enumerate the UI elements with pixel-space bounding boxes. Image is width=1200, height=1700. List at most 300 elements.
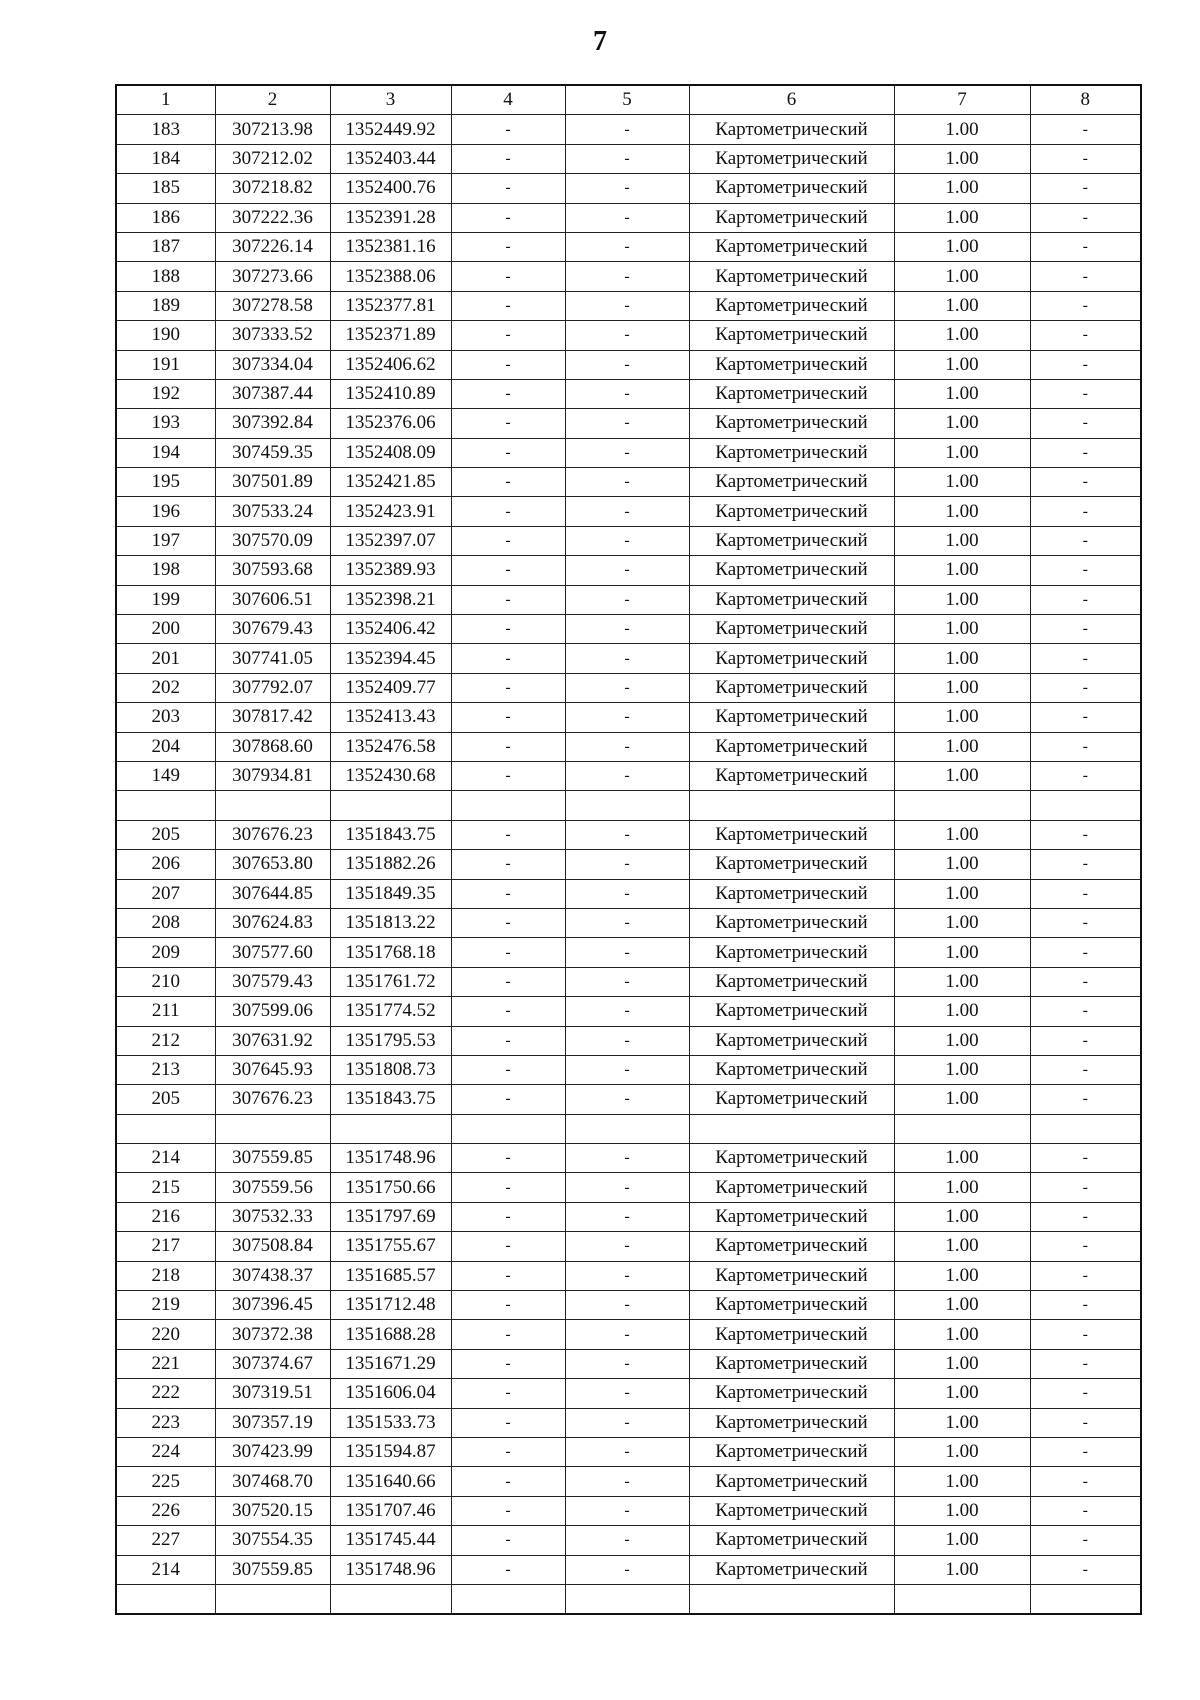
- accuracy-cell: 1.00: [894, 526, 1030, 555]
- column-8-cell: -: [1030, 497, 1141, 526]
- y-coordinate-cell: 1352449.92: [330, 115, 451, 144]
- point-number-cell: 227: [116, 1526, 215, 1555]
- method-cell: Картометрический: [689, 1173, 894, 1202]
- y-coordinate-cell: 1351685.57: [330, 1261, 451, 1290]
- accuracy-cell: 1.00: [894, 203, 1030, 232]
- column-5-cell: -: [565, 262, 689, 291]
- method-cell: Картометрический: [689, 174, 894, 203]
- x-coordinate-cell: 307679.43: [215, 615, 330, 644]
- point-number-cell: 200: [116, 615, 215, 644]
- x-coordinate-cell: 307278.58: [215, 291, 330, 320]
- column-5-cell: -: [565, 438, 689, 467]
- x-coordinate-cell: 307599.06: [215, 997, 330, 1026]
- column-4-cell: -: [451, 1055, 565, 1084]
- method-cell: Картометрический: [689, 644, 894, 673]
- point-number-cell: 216: [116, 1202, 215, 1231]
- table-row: [116, 1437, 1141, 1466]
- method-cell: Картометрический: [689, 1320, 894, 1349]
- method-cell: Картометрический: [689, 232, 894, 261]
- method-cell: Картометрический: [689, 1144, 894, 1173]
- method-cell: Картометрический: [689, 1232, 894, 1261]
- point-number-cell: [116, 1114, 215, 1143]
- column-8-cell: -: [1030, 321, 1141, 350]
- x-coordinate-cell: 307218.82: [215, 174, 330, 203]
- column-5-cell: -: [565, 497, 689, 526]
- y-coordinate-cell: 1351761.72: [330, 967, 451, 996]
- x-coordinate-cell: 307577.60: [215, 938, 330, 967]
- table-row: [116, 1173, 1141, 1202]
- accuracy-cell: 1.00: [894, 820, 1030, 849]
- table-header-row: [116, 85, 1141, 115]
- column-5-cell: -: [565, 526, 689, 555]
- accuracy-cell: 1.00: [894, 1055, 1030, 1084]
- x-coordinate-cell: 307676.23: [215, 820, 330, 849]
- x-coordinate-cell: [215, 791, 330, 820]
- x-coordinate-cell: 307593.68: [215, 556, 330, 585]
- y-coordinate-cell: 1351768.18: [330, 938, 451, 967]
- accuracy-cell: [894, 1584, 1030, 1614]
- method-cell: Картометрический: [689, 1467, 894, 1496]
- column-8-cell: -: [1030, 879, 1141, 908]
- accuracy-cell: 1.00: [894, 585, 1030, 614]
- column-8-cell: -: [1030, 997, 1141, 1026]
- column-4-cell: -: [451, 1320, 565, 1349]
- accuracy-cell: 1.00: [894, 1408, 1030, 1437]
- y-coordinate-cell: 1352381.16: [330, 232, 451, 261]
- point-number-cell: [116, 791, 215, 820]
- column-8-cell: -: [1030, 174, 1141, 203]
- point-number-cell: [116, 1584, 215, 1614]
- column-8-cell: -: [1030, 1202, 1141, 1231]
- y-coordinate-cell: 1352377.81: [330, 291, 451, 320]
- y-coordinate-cell: [330, 791, 451, 820]
- y-coordinate-cell: 1352391.28: [330, 203, 451, 232]
- column-4-cell: -: [451, 1026, 565, 1055]
- column-8-cell: [1030, 1114, 1141, 1143]
- column-4-cell: -: [451, 967, 565, 996]
- column-8-cell: -: [1030, 1144, 1141, 1173]
- method-cell: Картометрический: [689, 262, 894, 291]
- column-4-cell: -: [451, 644, 565, 673]
- point-number-cell: 194: [116, 438, 215, 467]
- point-number-cell: 197: [116, 526, 215, 555]
- column-5-cell: -: [565, 673, 689, 702]
- x-coordinate-cell: 307533.24: [215, 497, 330, 526]
- y-coordinate-cell: 1351808.73: [330, 1055, 451, 1084]
- column-5-cell: -: [565, 997, 689, 1026]
- column-5-cell: -: [565, 1261, 689, 1290]
- column-8-cell: -: [1030, 262, 1141, 291]
- x-coordinate-cell: 307653.80: [215, 850, 330, 879]
- x-coordinate-cell: 307372.38: [215, 1320, 330, 1349]
- column-4-cell: -: [451, 703, 565, 732]
- column-8-cell: -: [1030, 644, 1141, 673]
- point-number-cell: 209: [116, 938, 215, 967]
- table-row: [116, 468, 1141, 497]
- y-coordinate-cell: 1351671.29: [330, 1349, 451, 1378]
- y-coordinate-cell: 1351750.66: [330, 1173, 451, 1202]
- accuracy-cell: 1.00: [894, 938, 1030, 967]
- column-5-cell: -: [565, 908, 689, 937]
- column-header: 6: [689, 85, 894, 115]
- point-number-cell: 219: [116, 1291, 215, 1320]
- x-coordinate-cell: [215, 1114, 330, 1143]
- column-4-cell: -: [451, 321, 565, 350]
- column-4-cell: -: [451, 938, 565, 967]
- x-coordinate-cell: 307333.52: [215, 321, 330, 350]
- table-row: [116, 144, 1141, 173]
- column-4-cell: -: [451, 1232, 565, 1261]
- x-coordinate-cell: 307396.45: [215, 1291, 330, 1320]
- method-cell: Картометрический: [689, 1437, 894, 1466]
- x-coordinate-cell: 307644.85: [215, 879, 330, 908]
- table-row: [116, 1144, 1141, 1173]
- column-8-cell: [1030, 1584, 1141, 1614]
- table-row: [116, 262, 1141, 291]
- column-8-cell: -: [1030, 732, 1141, 761]
- table-row: [116, 585, 1141, 614]
- accuracy-cell: 1.00: [894, 1173, 1030, 1202]
- y-coordinate-cell: 1352371.89: [330, 321, 451, 350]
- table-row: [116, 1202, 1141, 1231]
- accuracy-cell: 1.00: [894, 291, 1030, 320]
- column-5-cell: [565, 791, 689, 820]
- point-number-cell: 193: [116, 409, 215, 438]
- column-5-cell: -: [565, 938, 689, 967]
- x-coordinate-cell: 307559.85: [215, 1555, 330, 1584]
- column-4-cell: -: [451, 144, 565, 173]
- column-8-cell: -: [1030, 585, 1141, 614]
- y-coordinate-cell: 1352423.91: [330, 497, 451, 526]
- column-8-cell: -: [1030, 1085, 1141, 1114]
- point-number-cell: 205: [116, 820, 215, 849]
- y-coordinate-cell: 1352403.44: [330, 144, 451, 173]
- y-coordinate-cell: 1352409.77: [330, 673, 451, 702]
- point-number-cell: 217: [116, 1232, 215, 1261]
- column-8-cell: -: [1030, 291, 1141, 320]
- column-5-cell: -: [565, 1467, 689, 1496]
- column-4-cell: -: [451, 1555, 565, 1584]
- accuracy-cell: 1.00: [894, 732, 1030, 761]
- column-4-cell: -: [451, 820, 565, 849]
- x-coordinate-cell: 307508.84: [215, 1232, 330, 1261]
- method-cell: Картометрический: [689, 1085, 894, 1114]
- method-cell: Картометрический: [689, 438, 894, 467]
- y-coordinate-cell: 1351797.69: [330, 1202, 451, 1231]
- table-row: [116, 1055, 1141, 1084]
- table-row: [116, 526, 1141, 555]
- column-8-cell: -: [1030, 703, 1141, 732]
- x-coordinate-cell: 307357.19: [215, 1408, 330, 1437]
- column-8-cell: -: [1030, 1437, 1141, 1466]
- column-8-cell: -: [1030, 203, 1141, 232]
- table-row: [116, 967, 1141, 996]
- table-row: [116, 174, 1141, 203]
- method-cell: Картометрический: [689, 615, 894, 644]
- table-body: [116, 115, 1141, 1614]
- accuracy-cell: 1.00: [894, 350, 1030, 379]
- y-coordinate-cell: 1351843.75: [330, 820, 451, 849]
- column-5-cell: -: [565, 585, 689, 614]
- column-8-cell: -: [1030, 409, 1141, 438]
- column-8-cell: -: [1030, 1055, 1141, 1084]
- x-coordinate-cell: 307554.35: [215, 1526, 330, 1555]
- column-header: 4: [451, 85, 565, 115]
- column-5-cell: -: [565, 1555, 689, 1584]
- column-8-cell: -: [1030, 820, 1141, 849]
- column-4-cell: -: [451, 850, 565, 879]
- column-5-cell: -: [565, 321, 689, 350]
- accuracy-cell: 1.00: [894, 761, 1030, 790]
- method-cell: Картометрический: [689, 1408, 894, 1437]
- table-row: [116, 761, 1141, 790]
- table-row: [116, 1379, 1141, 1408]
- column-4-cell: -: [451, 409, 565, 438]
- point-number-cell: 222: [116, 1379, 215, 1408]
- column-5-cell: -: [565, 468, 689, 497]
- point-number-cell: 199: [116, 585, 215, 614]
- accuracy-cell: 1.00: [894, 1026, 1030, 1055]
- y-coordinate-cell: 1352376.06: [330, 409, 451, 438]
- point-number-cell: 205: [116, 1085, 215, 1114]
- column-8-cell: -: [1030, 556, 1141, 585]
- column-5-cell: -: [565, 1408, 689, 1437]
- accuracy-cell: 1.00: [894, 409, 1030, 438]
- column-5-cell: -: [565, 1055, 689, 1084]
- column-8-cell: -: [1030, 1320, 1141, 1349]
- column-5-cell: -: [565, 1026, 689, 1055]
- table-row: [116, 820, 1141, 849]
- column-4-cell: -: [451, 350, 565, 379]
- column-header: 1: [116, 85, 215, 115]
- point-number-cell: 212: [116, 1026, 215, 1055]
- x-coordinate-cell: 307792.07: [215, 673, 330, 702]
- x-coordinate-cell: 307559.56: [215, 1173, 330, 1202]
- method-cell: [689, 791, 894, 820]
- accuracy-cell: 1.00: [894, 1261, 1030, 1290]
- point-number-cell: 188: [116, 262, 215, 291]
- point-number-cell: 208: [116, 908, 215, 937]
- method-cell: Картометрический: [689, 673, 894, 702]
- accuracy-cell: 1.00: [894, 174, 1030, 203]
- column-5-cell: -: [565, 1173, 689, 1202]
- y-coordinate-cell: 1352413.43: [330, 703, 451, 732]
- point-number-cell: 218: [116, 1261, 215, 1290]
- y-coordinate-cell: 1351594.87: [330, 1437, 451, 1466]
- x-coordinate-cell: 307423.99: [215, 1437, 330, 1466]
- x-coordinate-cell: 307226.14: [215, 232, 330, 261]
- point-number-cell: 204: [116, 732, 215, 761]
- y-coordinate-cell: 1352394.45: [330, 644, 451, 673]
- column-4-cell: -: [451, 438, 565, 467]
- accuracy-cell: 1.00: [894, 1320, 1030, 1349]
- table-row: [116, 1085, 1141, 1114]
- column-5-cell: -: [565, 1202, 689, 1231]
- column-5-cell: -: [565, 820, 689, 849]
- table-row: [116, 379, 1141, 408]
- column-5-cell: -: [565, 732, 689, 761]
- column-8-cell: -: [1030, 1526, 1141, 1555]
- accuracy-cell: 1.00: [894, 1349, 1030, 1378]
- column-5-cell: -: [565, 1349, 689, 1378]
- column-5-cell: -: [565, 232, 689, 261]
- x-coordinate-cell: 307645.93: [215, 1055, 330, 1084]
- x-coordinate-cell: 307624.83: [215, 908, 330, 937]
- column-5-cell: -: [565, 967, 689, 996]
- x-coordinate-cell: 307676.23: [215, 1085, 330, 1114]
- column-8-cell: -: [1030, 1232, 1141, 1261]
- table-row: [116, 1114, 1141, 1143]
- column-4-cell: -: [451, 732, 565, 761]
- accuracy-cell: 1.00: [894, 1202, 1030, 1231]
- table-row: [116, 791, 1141, 820]
- y-coordinate-cell: [330, 1114, 451, 1143]
- accuracy-cell: 1.00: [894, 262, 1030, 291]
- table-row: [116, 1232, 1141, 1261]
- y-coordinate-cell: 1352408.09: [330, 438, 451, 467]
- y-coordinate-cell: 1352410.89: [330, 379, 451, 408]
- column-4-cell: -: [451, 1349, 565, 1378]
- method-cell: Картометрический: [689, 820, 894, 849]
- x-coordinate-cell: 307501.89: [215, 468, 330, 497]
- method-cell: Картометрический: [689, 1555, 894, 1584]
- column-4-cell: -: [451, 262, 565, 291]
- column-4-cell: -: [451, 1408, 565, 1437]
- column-4-cell: -: [451, 761, 565, 790]
- method-cell: Картометрический: [689, 203, 894, 232]
- column-8-cell: -: [1030, 1026, 1141, 1055]
- point-number-cell: 189: [116, 291, 215, 320]
- point-number-cell: 186: [116, 203, 215, 232]
- table-row: [116, 615, 1141, 644]
- point-number-cell: 210: [116, 967, 215, 996]
- x-coordinate-cell: 307868.60: [215, 732, 330, 761]
- column-8-cell: -: [1030, 1261, 1141, 1290]
- table-row: [116, 556, 1141, 585]
- point-number-cell: 196: [116, 497, 215, 526]
- method-cell: Картометрический: [689, 1349, 894, 1378]
- x-coordinate-cell: 307319.51: [215, 1379, 330, 1408]
- column-5-cell: -: [565, 379, 689, 408]
- x-coordinate-cell: 307459.35: [215, 438, 330, 467]
- accuracy-cell: 1.00: [894, 967, 1030, 996]
- column-header: 8: [1030, 85, 1141, 115]
- column-4-cell: -: [451, 1526, 565, 1555]
- column-5-cell: -: [565, 703, 689, 732]
- x-coordinate-cell: 307438.37: [215, 1261, 330, 1290]
- column-4-cell: -: [451, 1379, 565, 1408]
- accuracy-cell: 1.00: [894, 1437, 1030, 1466]
- column-5-cell: -: [565, 144, 689, 173]
- column-8-cell: -: [1030, 850, 1141, 879]
- method-cell: Картометрический: [689, 321, 894, 350]
- method-cell: Картометрический: [689, 938, 894, 967]
- column-5-cell: -: [565, 556, 689, 585]
- x-coordinate-cell: 307570.09: [215, 526, 330, 555]
- column-4-cell: -: [451, 497, 565, 526]
- table-row: [116, 115, 1141, 144]
- method-cell: Картометрический: [689, 1379, 894, 1408]
- column-8-cell: -: [1030, 1349, 1141, 1378]
- y-coordinate-cell: 1352397.07: [330, 526, 451, 555]
- column-4-cell: [451, 1114, 565, 1143]
- accuracy-cell: 1.00: [894, 879, 1030, 908]
- table-row: [116, 850, 1141, 879]
- x-coordinate-cell: 307606.51: [215, 585, 330, 614]
- column-8-cell: -: [1030, 232, 1141, 261]
- y-coordinate-cell: 1352430.68: [330, 761, 451, 790]
- accuracy-cell: 1.00: [894, 1467, 1030, 1496]
- point-number-cell: 202: [116, 673, 215, 702]
- point-number-cell: 207: [116, 879, 215, 908]
- x-coordinate-cell: 307631.92: [215, 1026, 330, 1055]
- table-row: [116, 1320, 1141, 1349]
- column-8-cell: -: [1030, 938, 1141, 967]
- x-coordinate-cell: 307212.02: [215, 144, 330, 173]
- table-row: [116, 1261, 1141, 1290]
- column-5-cell: -: [565, 644, 689, 673]
- column-5-cell: [565, 1584, 689, 1614]
- accuracy-cell: 1.00: [894, 908, 1030, 937]
- table-row: [116, 1349, 1141, 1378]
- column-4-cell: -: [451, 291, 565, 320]
- column-4-cell: -: [451, 379, 565, 408]
- point-number-cell: 226: [116, 1496, 215, 1525]
- x-coordinate-cell: 307520.15: [215, 1496, 330, 1525]
- table-row: [116, 409, 1141, 438]
- point-number-cell: 214: [116, 1144, 215, 1173]
- column-5-cell: -: [565, 409, 689, 438]
- point-number-cell: 221: [116, 1349, 215, 1378]
- table-row: [116, 997, 1141, 1026]
- accuracy-cell: [894, 1114, 1030, 1143]
- table-row: [116, 644, 1141, 673]
- accuracy-cell: 1.00: [894, 115, 1030, 144]
- y-coordinate-cell: 1351882.26: [330, 850, 451, 879]
- column-8-cell: -: [1030, 115, 1141, 144]
- method-cell: Картометрический: [689, 1291, 894, 1320]
- method-cell: [689, 1114, 894, 1143]
- column-5-cell: -: [565, 203, 689, 232]
- column-8-cell: -: [1030, 144, 1141, 173]
- x-coordinate-cell: 307273.66: [215, 262, 330, 291]
- y-coordinate-cell: 1351712.48: [330, 1291, 451, 1320]
- x-coordinate-cell: 307532.33: [215, 1202, 330, 1231]
- table-row: [116, 321, 1141, 350]
- column-8-cell: -: [1030, 1467, 1141, 1496]
- method-cell: Картометрический: [689, 291, 894, 320]
- y-coordinate-cell: 1351795.53: [330, 1026, 451, 1055]
- point-number-cell: 198: [116, 556, 215, 585]
- method-cell: Картометрический: [689, 703, 894, 732]
- column-4-cell: -: [451, 1202, 565, 1231]
- y-coordinate-cell: 1351748.96: [330, 1144, 451, 1173]
- column-5-cell: -: [565, 115, 689, 144]
- y-coordinate-cell: 1352389.93: [330, 556, 451, 585]
- column-4-cell: -: [451, 468, 565, 497]
- column-8-cell: -: [1030, 761, 1141, 790]
- table-row: [116, 1408, 1141, 1437]
- point-number-cell: 185: [116, 174, 215, 203]
- y-coordinate-cell: 1352388.06: [330, 262, 451, 291]
- accuracy-cell: 1.00: [894, 615, 1030, 644]
- y-coordinate-cell: 1351755.67: [330, 1232, 451, 1261]
- accuracy-cell: 1.00: [894, 1085, 1030, 1114]
- x-coordinate-cell: 307222.36: [215, 203, 330, 232]
- y-coordinate-cell: 1351774.52: [330, 997, 451, 1026]
- method-cell: Картометрический: [689, 1026, 894, 1055]
- table-row: [116, 1584, 1141, 1614]
